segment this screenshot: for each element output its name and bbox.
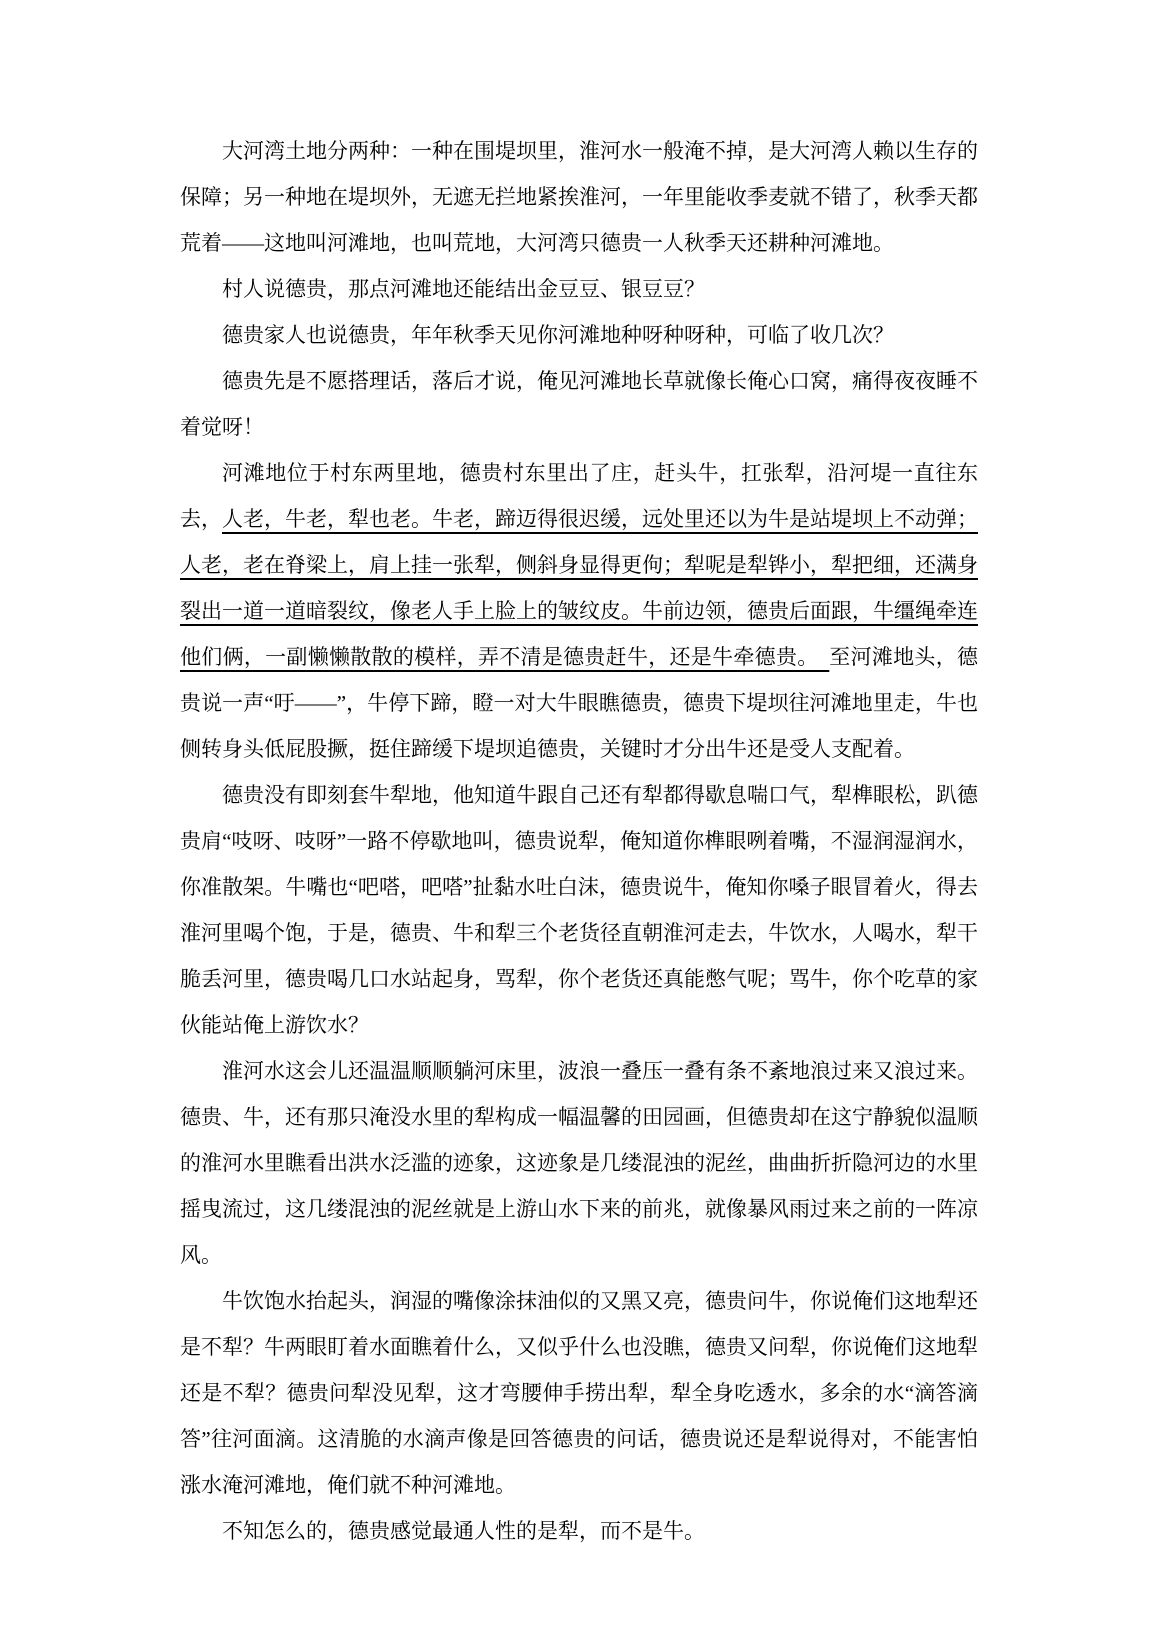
paragraph	[180, 1278, 978, 1508]
text-segment: 不知怎么的，德贵感觉最通人性的是犁，而不是牛。	[222, 1519, 705, 1543]
paragraph	[180, 266, 978, 312]
text-segment: 德贵家人也说德贵，年年秋季天见你河滩地种呀种呀种，可临了收几次？	[222, 323, 894, 347]
paragraph	[180, 128, 978, 266]
paragraph	[180, 312, 978, 358]
text-segment: 牛饮饱水抬起头，润湿的嘴像涂抹油似的又黑又亮，德贵问牛，你说俺们这地犁还是不犁？牛两眼盯着水面瞧着什么，又似乎什么也没瞧，德贵又问犁，你说俺们这地犁还是不犁？德贵问犁没见犁，这才弯腰伸手捞出犁，犁全身吃透水，多余的水“滴答滴答”往河面滴。这清脆的水滴声像是回答德贵的问话，德贵说还是犁说得对，不能害怕涨水淹河滩地，俺们就不种河滩地。	[180, 1289, 978, 1497]
text-segment: 淮河水这会儿还温温顺顺躺河床里，波浪一叠压一叠有条不紊地浪过来又浪过来。德贵、牛，还有那只淹没水里的犁构成一幅温馨的田园画，但德贵却在这宁静貌似温顺的淮河水里瞧看出洪水泛滥的迹象，这迹象是几缕混浊的泥丝，曲曲折折隐河边的水里摇曳流过，这几缕混浊的泥丝就是上游山水下来的前兆，就像暴风雨过来之前的一阵凉风。	[180, 1059, 978, 1267]
text-segment: 村人说德贵，那点河滩地还能结出金豆豆、银豆豆？	[222, 277, 705, 301]
paragraph	[180, 1048, 978, 1278]
paragraph	[180, 450, 978, 772]
paragraph	[180, 1508, 978, 1554]
document-body	[180, 128, 978, 1554]
text-segment: 德贵先是不愿搭理话，落后才说，俺见河滩地长草就像长俺心口窝，痛得夜夜睡不着觉呀！	[180, 369, 978, 439]
paragraph	[180, 358, 978, 450]
text-segment: 河滩地位于村东两里地，德贵村东里出了庄，赶头牛，扛张犁，沿河堤一直往东去，	[180, 461, 978, 531]
text-segment: 至河滩地头，德贵说一声“吁——”，牛停下蹄，瞪一对大牛眼瞧德贵，德贵下堤坝往河滩地里走，牛也侧转身头低屁股撅，挺住蹄缓下堤坝追德贵，关键时才分出牛还是受人支配着。	[180, 645, 978, 761]
underlined-text-segment: 人老，牛老，犁也老。牛老，蹄迈得很迟缓，远处里还以为牛是站堤坝上不动弹；人老，老在脊梁上，肩上挂一张犁，侧斜身显得更佝；犁呢是犁铧小，犁把细，还满身裂出一道一道暗裂纹，像老人手上脸上的皱纹皮。牛前边领，德贵后面跟，牛缰绳牵连他们俩，一副懒懒散散的模样，弄不清是德贵赶牛，还是牛牵德贵。	[180, 507, 978, 669]
text-segment: 德贵没有即刻套牛犁地，他知道牛跟自己还有犁都得歇息喘口气，犁榫眼松，趴德贵肩“吱呀、吱呀”一路不停歇地叫，德贵说犁，俺知道你榫眼咧着嘴，不湿润湿润水，你准散架。牛嘴也“吧嗒，吧嗒”扯黏水吐白沫，德贵说牛，俺知你嗓子眼冒着火，得去淮河里喝个饱，于是，德贵、牛和犁三个老货径直朝淮河走去，牛饮水，人喝水，犁干脆丢河里，德贵喝几口水站起身，骂犁，你个老货还真能憋气呢；骂牛，你个吃草的家伙能站俺上游饮水？	[180, 783, 978, 1037]
text-segment: 大河湾土地分两种：一种在围堤坝里，淮河水一般淹不掉，是大河湾人赖以生存的保障；另一种地在堤坝外，无遮无拦地紧挨淮河，一年里能收季麦就不错了，秋季天都荒着——这地叫河滩地，也叫荒地，大河湾只德贵一人秋季天还耕种河滩地。	[180, 139, 978, 255]
paragraph	[180, 772, 978, 1048]
